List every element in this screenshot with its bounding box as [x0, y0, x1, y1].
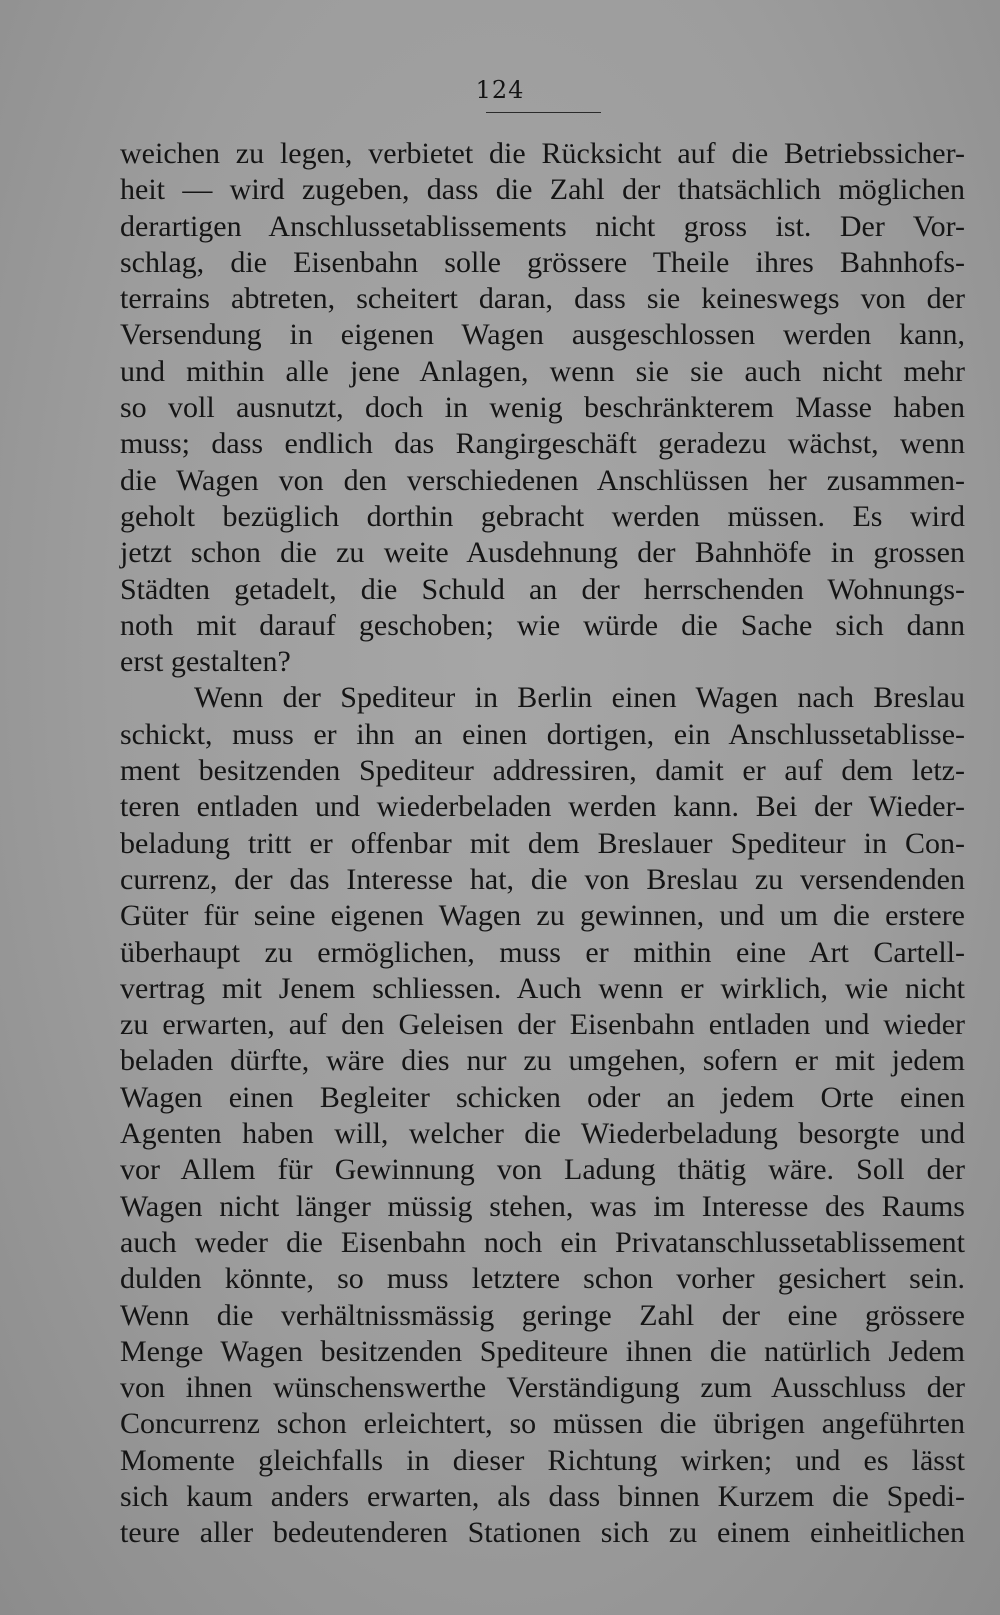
text-line: Agenten haben will, welcher die Wiederbeladung besorgte und [120, 1117, 965, 1151]
text-line: weichen zu legen, verbietet die Rücksicht auf die Betriebssicher- [120, 137, 965, 170]
text-line: überhaupt zu ermöglichen, muss er mithin eine Art Cartell- [120, 935, 965, 969]
text-line: terrains abtreten, scheitert daran, dass sie keineswegs von der [120, 282, 965, 316]
page-number-rule [486, 112, 601, 113]
text-line: erst gestalten? [120, 645, 291, 679]
text-line: beladung tritt er offenbar mit dem Breslauer Spediteur in Con- [120, 826, 965, 860]
text-line: geholt bezüglich dorthin gebracht werden müssen. Es wird [120, 499, 965, 533]
text-line: teren entladen und wiederbeladen werden kann. Bei der Wieder- [120, 790, 965, 824]
text-line: sich kaum anders erwarten, als dass binnen Kurzem die Spedi- [120, 1479, 965, 1513]
text-line: vertrag mit Jenem schliessen. Auch wenn er wirklich, wie nicht [120, 971, 965, 1005]
text-line: muss; dass endlich das Rangirgeschäft geradezu wächst, wenn [120, 427, 965, 461]
text-line: vor Allem für Gewinnung von Ladung thätig wäre. Soll der [120, 1153, 965, 1187]
text-line: heit — wird zugeben, dass die Zahl der thatsächlich möglichen [120, 173, 965, 207]
text-line: jetzt schon die zu weite Ausdehnung der Bahnhöfe in grossen [120, 536, 965, 570]
text-line: dulden könnte, so muss letztere schon vorher gesichert sein. [120, 1262, 965, 1296]
body-text [120, 136, 965, 1552]
text-line: Wenn die verhältnissmässig geringe Zahl der eine grössere [120, 1298, 965, 1332]
text-line: Momente gleichfalls in dieser Richtung wirken; und es lässt [120, 1443, 965, 1477]
text-line: zu erwarten, auf den Geleisen der Eisenbahn entladen und wieder [120, 1008, 965, 1042]
text-line: Wagen nicht länger müssig stehen, was im Interesse des Raums [120, 1189, 965, 1223]
text-line: ment besitzenden Spediteur addressiren, damit er auf dem letz- [120, 754, 965, 788]
text-line: die Wagen von den verschiedenen Anschlüssen her zusammen- [120, 463, 965, 497]
text-line: beladen dürfte, wäre dies nur zu umgehen, sofern er mit jedem [120, 1044, 965, 1078]
text-line: so voll ausnutzt, doch in wenig beschränkterem Masse haben [120, 391, 965, 425]
text-line: und mithin alle jene Anlagen, wenn sie sie auch nicht mehr [120, 354, 965, 388]
text-line: derartigen Anschlussetablissements nicht gross ist. Der Vor- [120, 209, 965, 243]
text-line: Wagen einen Begleiter schicken oder an jedem Orte einen [120, 1080, 965, 1114]
text-line: von ihnen wünschenswerthe Verständigung zum Ausschluss der [120, 1371, 965, 1405]
text-line: schlag, die Eisenbahn solle grössere Theile ihres Bahnhofs- [120, 245, 965, 279]
paragraph-first-line: Wenn der Spediteur in Berlin einen Wagen nach Breslau [194, 681, 965, 715]
text-line: Städten getadelt, die Schuld an der herrschenden Wohnungs- [120, 572, 965, 606]
text-line: Güter für seine eigenen Wagen zu gewinnen, und um die erstere [120, 899, 965, 933]
text-line: Concurrenz schon erleichtert, so müssen die übrigen angeführten [120, 1407, 965, 1441]
text-line: auch weder die Eisenbahn noch ein Privatanschlussetablissement [120, 1225, 965, 1259]
text-line: teure aller bedeutenderen Stationen sich zu einem einheitlichen [120, 1516, 965, 1550]
text-line: noth mit darauf geschoben; wie würde die Sache sich dann [120, 608, 965, 642]
page-number: 124 [475, 76, 525, 104]
text-line: Versendung in eigenen Wagen ausgeschlossen werden kann, [120, 318, 965, 352]
text-line: Menge Wagen besitzenden Spediteure ihnen die natürlich Jedem [120, 1334, 965, 1368]
text-line: schickt, muss er ihn an einen dortigen, ein Anschlussetablisse- [120, 717, 965, 751]
text-line: currenz, der das Interesse hat, die von Breslau zu versendenden [120, 862, 965, 896]
